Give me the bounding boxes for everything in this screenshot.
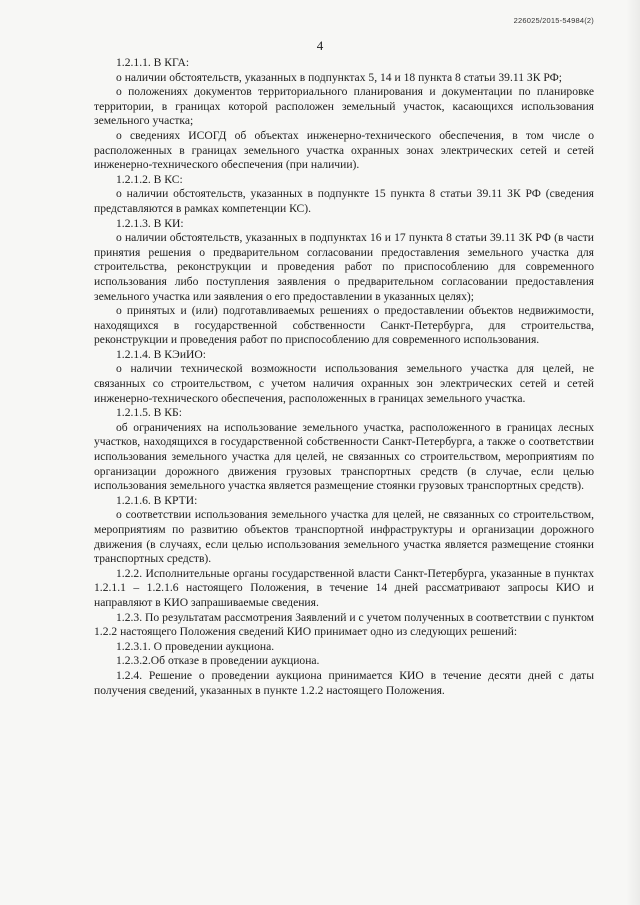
list-item: 1.2.3.1. О проведении аукциона. (116, 639, 275, 653)
paragraph: об ограничениях на использование земельного участка, расположенного в границах лесных участков, находящихся в государственной собственности Санкт-Петербурга, а также о соответствии использования земельного участка для целей, не связанных со строительством, мероприятиям по организации дорожного движения грузовых транспортных средств (в случае, если целью использования земельного участка является размещение стоянки грузовых транспортных средств). (94, 420, 594, 493)
paragraph: о сведениях ИСОГД об объектах инженерно-технического обеспечения, в том числе о расположенных в границах земельного участка охранных зонах электрических сетей и сетей инженерно-технического обеспечения (при наличии). (94, 128, 594, 172)
scan-shadow (626, 0, 640, 905)
paragraph: о наличии обстоятельств, указанных в подпунктах 5, 14 и 18 пункта 8 статьи 39.11 ЗК РФ; (116, 70, 562, 84)
paragraph: о положениях документов территориального планирования и документации по планировке территории, в границах которой расположен земельный участок, касающихся использования земельного участка; (94, 85, 594, 128)
list-item: 1.2.3.2.Об отказе в проведении аукциона. (116, 654, 320, 668)
paragraph: о принятых и (или) подготавливаемых решениях о предоставлении объектов недвижимости, находящихся в государственной собственности Санкт-Петербурга, для строительства, реконструкции и проведения работ по приспособлению для современного использования. (94, 304, 594, 347)
paragraph: о наличии технической возможности использования земельного участка для целей, не связанных со строительством, с учетом наличия охранных зон электрических сетей и сетей инженерно-технического обеспечения, расположенных в границах земельного участка. (94, 362, 594, 405)
paragraph: о наличии обстоятельств, указанных в подпунктах 16 и 17 пункта 8 статьи 39.11 ЗК РФ (в части принятия решения о предварительном согласовании предоставления земельного участка для строительства, реконструкции и проведения работ по приспособлению для современного использования либо поступления заявления о предварительном согласовании предоставления земельного участка или заявления о его предоставлении в указанных целях); (94, 231, 594, 303)
section-heading-kb: 1.2.1.5. В КБ: (116, 406, 182, 420)
section-heading-keiio: 1.2.1.4. В КЭиИО: (116, 347, 207, 361)
paragraph: 1.2.3. По результатам рассмотрения Заявлений и с учетом полученных в соответствии с пунктом 1.2.2 настоящего Положения сведений КИО принимает одно из следующих решений: (94, 610, 594, 639)
section-heading-ki: 1.2.1.3. В КИ: (116, 216, 184, 230)
page-number: 4 (316, 38, 324, 53)
section-heading-krti: 1.2.1.6. В КРТИ: (116, 493, 198, 507)
paragraph: 1.2.2. Исполнительные органы государственной власти Санкт-Петербурга, указанные в пунктах 1.2.1.1 – 1.2.1.6 настоящего Положения, в течение 14 дней рассматривают запросы КИО и направляют в КИО запрашиваемые сведения. (94, 566, 594, 609)
section-heading-kga: 1.2.1.1. В КГА: (116, 56, 190, 69)
paragraph: о наличии обстоятельств, указанных в подпункте 15 пункта 8 статьи 39.11 ЗК РФ (сведения представляются в рамках компетенции КС). (94, 187, 594, 215)
section-heading-ks: 1.2.1.2. В КС: (116, 172, 183, 186)
paragraph: 1.2.4. Решение о проведении аукциона принимается КИО в течение десяти дней с даты получения сведений, указанных в пункте 1.2.2 настоящего Положения. (94, 668, 594, 697)
document-registration-number: 226025/2015-54984(2) (513, 16, 594, 25)
document-body (94, 56, 594, 698)
paragraph: о соответствии использования земельного участка для целей, не связанных со строительством, мероприятиям по развитию объектов транспортной инфраструктуры и организации дорожного движения (в случаях, если целью использования земельного участка является размещение стоянки транспортных средств). (94, 508, 594, 566)
